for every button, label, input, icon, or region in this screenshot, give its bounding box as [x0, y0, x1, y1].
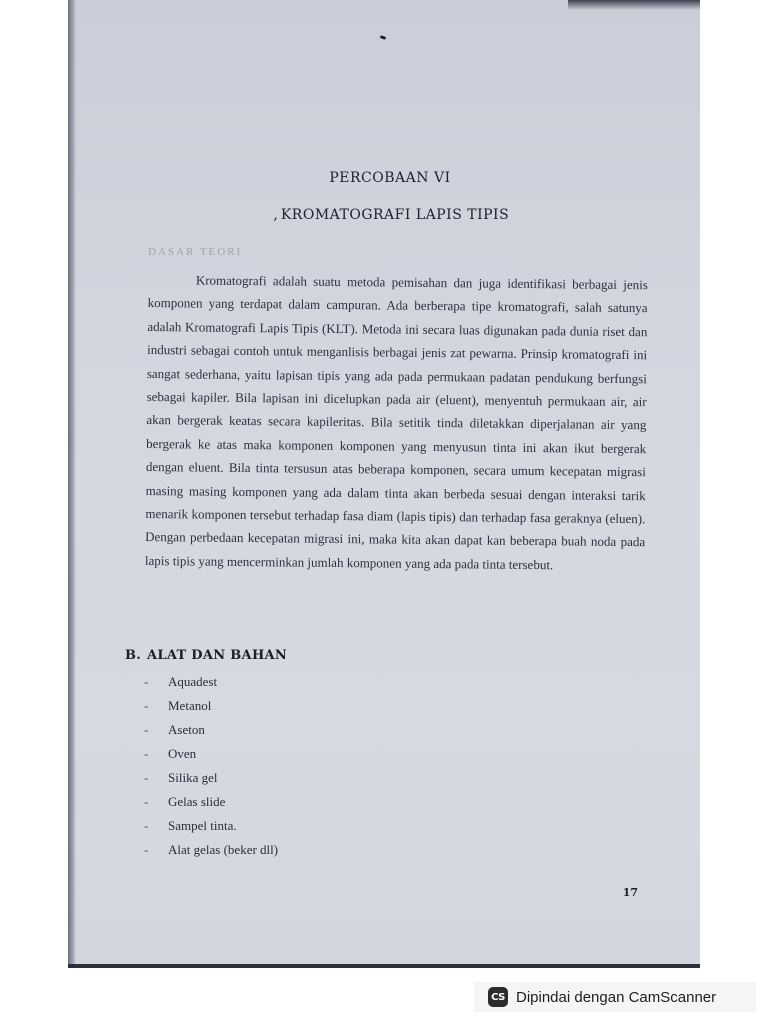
list-item-label: Aquadest [168, 674, 218, 689]
camscanner-watermark [474, 982, 756, 1012]
section-b-title: ALAT DAN BAHAN [147, 648, 288, 663]
materials-list [144, 672, 278, 864]
list-item-label: Oven [168, 746, 197, 761]
list-item-label: Gelas slide [168, 794, 226, 809]
watermark-text: Dipindai dengan CamScanner [516, 988, 717, 1006]
ink-speck [380, 35, 387, 40]
list-item-label: Metanol [168, 698, 212, 713]
experiment-heading: PERCOBAAN VI [329, 170, 451, 186]
list-item [144, 768, 278, 792]
page-left-shadow [68, 0, 76, 968]
section-b-heading [125, 648, 287, 663]
theory-paragraph [145, 268, 648, 578]
page-bottom-edge [68, 964, 700, 968]
list-bullet: - [144, 674, 149, 689]
list-item-label: Silika gel [168, 770, 218, 785]
list-bullet: - [144, 794, 149, 809]
list-bullet: - [144, 818, 149, 833]
list-item [144, 816, 278, 840]
list-bullet: - [144, 746, 149, 761]
camscanner-logo-icon: CS [488, 987, 508, 1007]
section-heading-faded: DASAR TEORI [148, 246, 243, 258]
list-item [144, 840, 278, 864]
title-mark: , [273, 207, 279, 223]
document-title: KROMATOGRAFI LAPIS TIPIS [280, 207, 510, 223]
list-item [144, 744, 278, 768]
list-bullet: - [144, 698, 149, 713]
list-item [144, 696, 278, 720]
page-top-edge-shadow [568, 0, 700, 10]
page-number: 17 [622, 886, 638, 899]
list-item-label: Alat gelas (beker dll) [168, 842, 279, 857]
list-item [144, 792, 278, 816]
list-bullet: - [144, 722, 149, 737]
list-item [144, 720, 278, 744]
list-item-label: Aseton [168, 722, 205, 737]
list-bullet: - [144, 842, 149, 857]
scanned-page [68, 0, 700, 968]
list-bullet: - [144, 770, 149, 785]
document-title-row [68, 207, 700, 223]
list-item [144, 672, 278, 696]
list-item-label: Sampel tinta. [168, 818, 237, 833]
section-b-letter: B. [125, 648, 142, 663]
theory-paragraph-text: Kromatografi adalah suatu metoda pemisahan dan juga identifikasi berbagai jenis komponen yang terdapat dalam campuran. Ada berberapa tipe kromatografi, salah satunya adalah Kromatografi Lapis Tipis (KLT). Metoda ini secara luas digunakan pada dunia riset dan industri sebagai contoh untuk menganlisis berbagai jenis zat pewarna. Prinsip kromatografi ini sangat sederhana, yaitu lapisan tipis yang ada pada permukaan padatan pendukung berfungsi sebagai kapiler. Bila lapisan ini dicelupkan pada air (eluent), menyentuh permukaan air, air akan bergerak keatas secara kapileritas. Bila setitik tinda diletakkan diperjalanan air yang bergerak ke atas maka komponen komponen yang menyusun tinta ini akan ikut bergerak dengan eluent. Bila tinta tersusun atas beberapa komponen, secara umum kecepatan migrasi masing masing komponen yang ada dalam tinta akan berbeda sesuai dengan interaksi tarik menarik komponen tersebut terhadap fasa diam (lapis tipis) dan terhadap fasa geraknya (eluen). Dengan perbedaan kecepatan migrasi ini, maka kita akan dapat kan beberapa buah noda pada lapis tipis yang mencerminkan jumlah komponen yang ada pada tinta tersebut. [144, 272, 648, 573]
